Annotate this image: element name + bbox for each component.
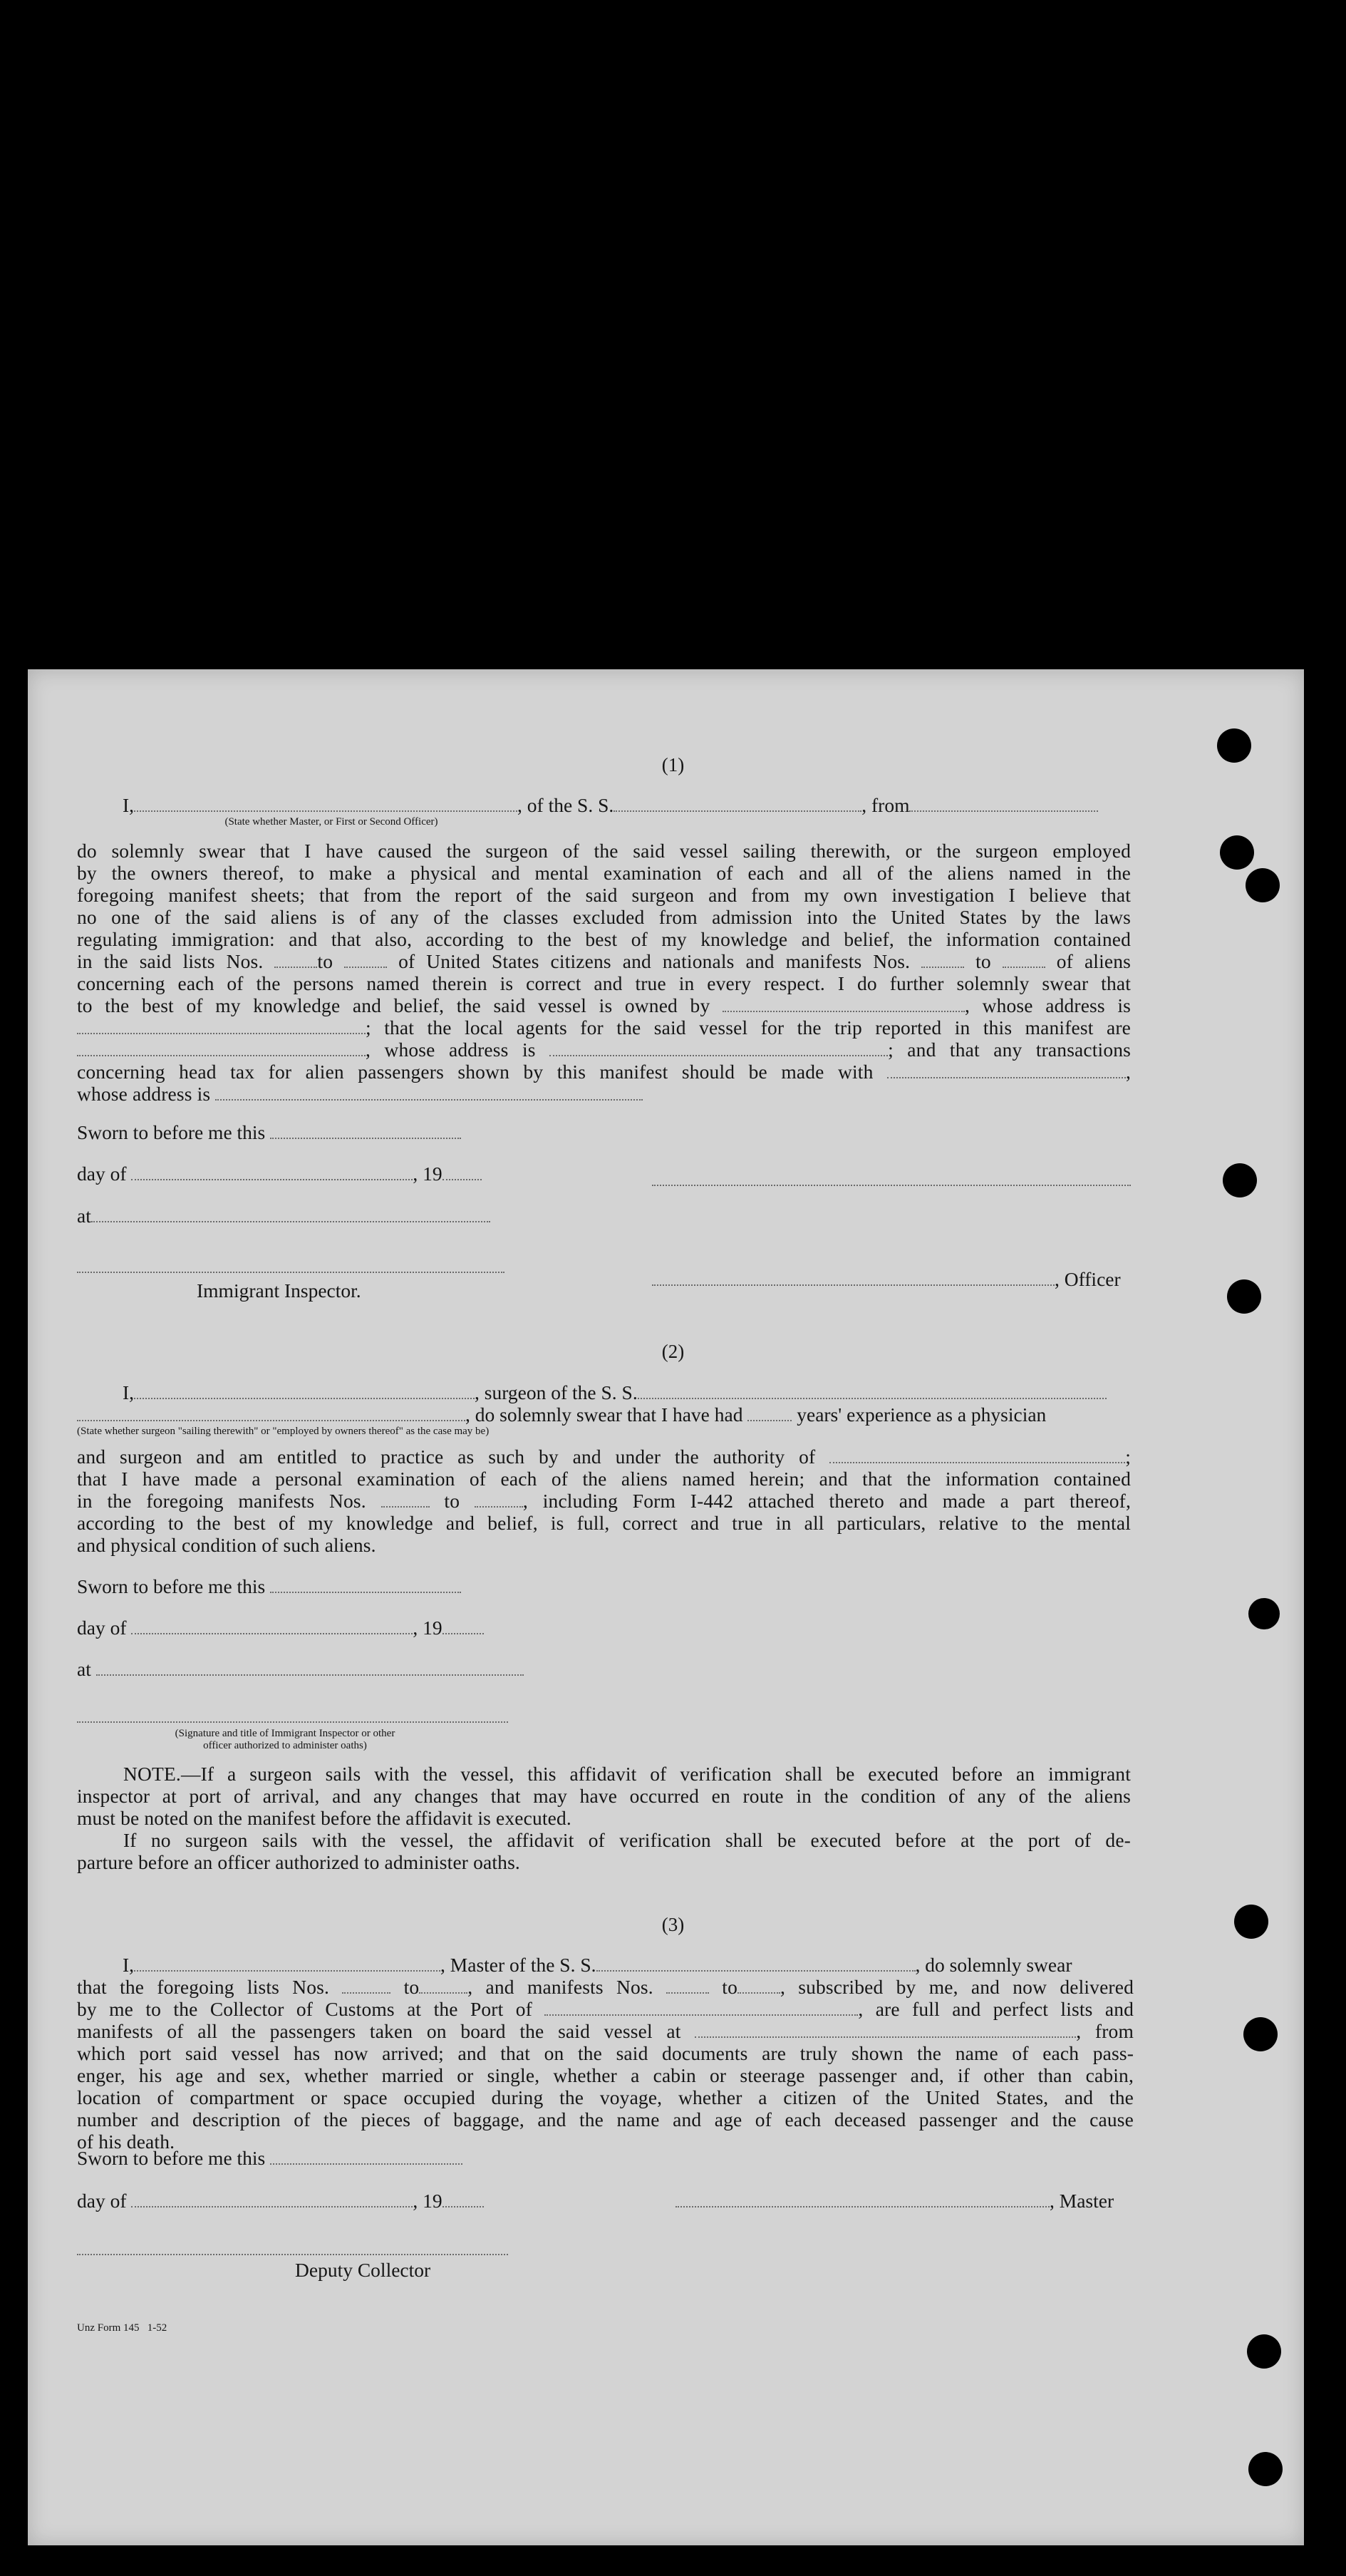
place-blank[interactable] [96,1659,524,1676]
month-blank[interactable] [131,2190,413,2207]
lists-line: that the foregoing lists Nos. to , and manifests Nos. to , subscribed by me, and now delivered [77,1976,1134,1998]
surgeon-manifest-from-blank[interactable] [381,1490,430,1508]
head-tax-contact-blank[interactable] [887,1061,1126,1078]
owner-blank[interactable] [723,995,965,1012]
sworn-line: Sworn to before me this [77,2147,462,2169]
immigrant-inspector-label: Immigrant Inspector. [197,1279,361,1302]
agents-blank[interactable] [77,1039,366,1056]
vessel-name-blank[interactable] [614,795,861,812]
master-oath-body: do solemnly swear that I have caused the surgeon of the said vessel sailing therewith, or the surgeon employed by the owners thereof, to make a physical and mental examination of each and all of the aliens named in the foregoing manifest sheets; that from the report of the said surgeon and from my own investigation I believe that no one of the said aliens is of any of the classes excluded from admission into the United States by the laws regulating immigration: and that also, according to the best of my knowledge and belief, the information contained in the said lists Nos. to of United States citizens and nationals and manifests Nos. to of aliens concerning each of the persons named therein is correct and true in every respect. I do further solemnly swear that to the best of my knowledge and belief, the said vessel is owned by , whose address is ; that the local agents for the said vessel for the trip reported in this manifest are , whose address is ; and that any transactions concerning head tax for alien passengers shown by this manifest should be made with , whose address is [77,840,1131,1105]
section-number: (1) [661,754,685,776]
year-blank[interactable] [442,1617,484,1634]
sworn-day-blank[interactable] [270,1576,461,1593]
surgeon-oath-line: I, , surgeon of the S. S. [123,1381,1107,1403]
sworn-line: Sworn to before me this [77,1121,461,1143]
surgeon-name-blank[interactable] [134,1382,475,1399]
vessel-line: manifests of all the passengers taken on board the said vessel at , from [77,2020,1134,2042]
signature-caption: (Signature and title of Immigrant Inspector or other officer authorized to administer oaths) [175,1728,395,1751]
head-tax-address-blank[interactable] [215,1083,643,1101]
manifest-to-blank[interactable] [737,1977,780,1994]
port-line: by me to the Collector of Customs at the Port of , are full and perfect lists and [77,1998,1134,2020]
whose-address-line: whose address is [77,1083,1131,1105]
sworn-day-blank[interactable] [270,1122,461,1139]
list-from-blank[interactable] [342,1977,390,1994]
deputy-collector-label: Deputy Collector [295,2259,431,2281]
lists-line: in the said lists Nos. to of United States citizens and nationals and manifests Nos. to of aliens [77,950,1131,972]
punch-hole [1227,1279,1261,1314]
section-number: (3) [661,1914,685,1935]
manifest-to-blank[interactable] [1003,951,1045,968]
surgeon-manifest-to-blank[interactable] [475,1490,523,1508]
month-blank[interactable] [131,1163,413,1180]
departure-port-blank[interactable] [909,795,1098,812]
note-paragraph: NOTE.—If a surgeon sails with the vessel, this affidavit of verification shall be executed before an immigrant inspector at port of arrival, and any changes that may have occurred en route in the condition of any of the aliens must be noted on the manifest before the affidavit is executed. If no surgeon sails with the vessel, the affidavit of verification shall be executed before at the port of de- parture before an officer authorized to administer oaths. [77,1763,1131,1873]
surgeon-oath-body: and surgeon and am entitled to practice as such by and under the authority of ; that I have made a personal examination of each of the aliens named herein; and that the information contained in the foregoing manifests Nos. to , including Form I-442 attached thereto and made a part thereof, according to the best of my knowledge and belief, is full, correct and true in all particulars, relative to the mental and physical condition of such aliens. [77,1446,1131,1556]
master-name-blank[interactable] [134,1954,440,1972]
agents-line: ; that the local agents for the said vessel for the trip reported in this manifest are [77,1016,1131,1039]
year-blank[interactable] [442,2190,484,2207]
list-to-blank[interactable] [419,1977,467,1994]
place-blank[interactable] [91,1205,490,1222]
year-blank[interactable] [442,1163,482,1180]
month-blank[interactable] [131,1617,413,1634]
manifest-from-blank[interactable] [666,1977,709,1994]
surgeon-vessel-blank[interactable] [638,1382,1107,1399]
list-from-blank[interactable] [274,951,317,968]
surgeon-caption: (State whether surgeon "sailing therewith" or "employed by owners thereof" as the case may be) [77,1426,490,1437]
officer-signature-blank[interactable] [652,1269,1055,1286]
deputy-signature-blank[interactable] [77,2238,508,2255]
list-to-blank[interactable] [344,951,387,968]
authority-blank[interactable] [829,1446,1125,1463]
agents-address-line: , whose address is ; and that any transactions [77,1039,1131,1061]
officer-caption: (State whether Master, or First or Second Officer) [224,816,438,828]
agents-address-blank[interactable] [549,1039,888,1056]
sworn-line: Sworn to before me this [77,1575,461,1597]
master-signature-line: , Master [675,2190,1114,2212]
surgeon-status-blank[interactable] [77,1404,465,1421]
section-number: (2) [661,1341,685,1362]
punch-hole [1246,868,1280,902]
years-blank[interactable] [747,1404,792,1421]
officer-name-blank[interactable] [134,795,517,812]
at-line: at [77,1658,524,1680]
day-of-line: day of , 19 [77,2190,484,2212]
punch-hole [1248,2452,1283,2486]
master-signature-blank[interactable] [652,1169,1131,1186]
officer-line: , Officer [652,1268,1121,1290]
punch-hole [1247,2334,1281,2369]
head-tax-line: concerning head tax for alien passengers shown by this manifest should be made with , [77,1061,1131,1083]
master-vessel-blank[interactable] [596,1954,916,1972]
at-line: at [77,1205,490,1227]
embark-port-blank[interactable] [695,2021,1076,2038]
authority-line: and surgeon and am entitled to practice as such by and under the authority of ; [77,1446,1131,1468]
day-of-line: day of , 19 [77,1617,484,1639]
owner-address-blank[interactable] [77,1017,366,1034]
surgeon-manifests-line: in the foregoing manifests Nos. to , including Form I-442 attached thereto and made a part thereof, [77,1490,1131,1512]
punch-hole [1220,835,1254,870]
form-number: Unz Form 145 1-52 [77,2322,167,2334]
owned-line: to the best of my knowledge and belief, the said vessel is owned by , whose address is [77,994,1131,1016]
punch-hole [1243,2017,1278,2051]
inspector-signature-blank[interactable] [77,1706,508,1723]
master-delivery-line: I, , Master of the S. S. , do solemnly swear [123,1954,1072,1976]
surgeon-experience-line: , do solemnly swear that I have had years' experience as a physician [77,1403,1046,1426]
port-blank[interactable] [544,1999,858,2016]
inspector-signature-blank[interactable] [77,1256,504,1273]
punch-hole [1248,1598,1280,1629]
master-oath-line: I, , of the S. S. , from [123,794,1098,816]
master-signature-blank[interactable] [675,2190,1050,2207]
master-delivery-body: that the foregoing lists Nos. to , and manifests Nos. to , subscribed by me, and now delivered by me to the Collector of Customs at the Port of , are full and perfect lists and manifests of all the passengers taken on board the said vessel at , from which port said vessel has now arrived; and that on the said documents are truly shown the name of each pass- enger, his age and sex, whether married or single, whether a cabin or steerage passenger and, if other than cabin, location of compartment or space occupied during the voyage, whether a citizen of the United States, and the number and description of the pieces of baggage, and the name and age of each deceased passenger and the cause of his death. [77,1976,1134,2153]
punch-hole [1223,1163,1257,1197]
manifest-from-blank[interactable] [921,951,964,968]
sworn-day-blank[interactable] [270,2148,462,2165]
day-of-line: day of , 19 [77,1163,482,1185]
